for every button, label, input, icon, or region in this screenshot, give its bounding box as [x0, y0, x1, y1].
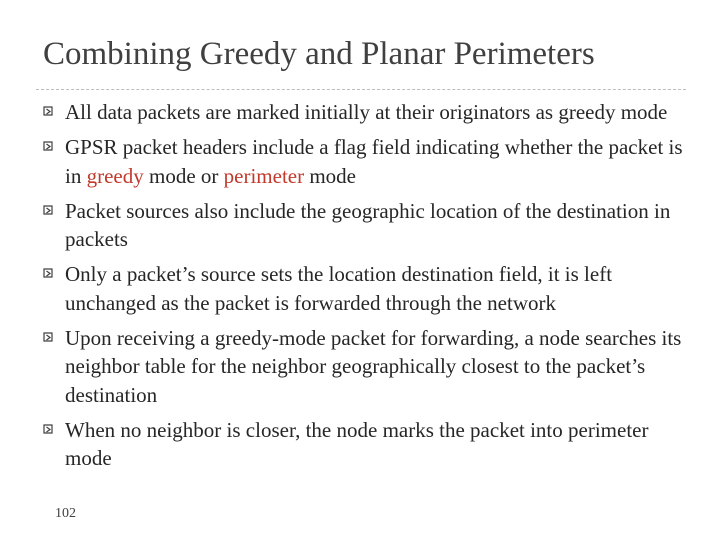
bullet-text: Packet sources also include the geographic location of the destination in packets — [65, 198, 671, 252]
bullet-list — [43, 98, 683, 480]
square-arrow-bullet-icon — [43, 106, 54, 117]
highlight-perimeter: perimeter — [223, 163, 305, 188]
bullet-text: Only a packet’s source sets the location destination field, it is left unchanged as the packet is forwarded through the network — [65, 262, 613, 315]
bullet-item-originator-greedy — [43, 98, 683, 126]
square-arrow-bullet-icon — [43, 268, 54, 279]
square-arrow-bullet-icon — [43, 205, 54, 216]
bullet-text: Upon receiving a greedy-mode packet for forwarding, a node searches its neighbor table for the neighbor geographically closest to the packet’s destination — [65, 326, 682, 407]
bullet-item-neighbor-table — [43, 324, 683, 409]
page-number: 102 — [55, 506, 76, 521]
bullet-text-part: mode or — [143, 163, 224, 188]
square-arrow-bullet-icon — [43, 424, 54, 435]
title-divider — [36, 89, 686, 90]
highlight-greedy: greedy — [86, 163, 144, 188]
bullet-text-part: GPSR packet headers include a flag field indicating whether the packet is in — [65, 135, 683, 188]
bullet-item-perimeter-mode — [43, 416, 683, 473]
slide-title: Combining Greedy and Planar Perimeters — [43, 36, 595, 72]
bullet-item-flag-field — [43, 133, 683, 190]
square-arrow-bullet-icon — [43, 332, 54, 343]
bullet-item-source-sets-destination — [43, 260, 683, 317]
bullet-item-geographic-location — [43, 197, 683, 254]
bullet-text: When no neighbor is closer, the node marks the packet into perimeter mode — [65, 417, 649, 471]
bullet-text: All data packets are marked initially at their originators as greedy mode — [65, 100, 668, 124]
bullet-text-part: mode — [304, 163, 356, 188]
square-arrow-bullet-icon — [43, 141, 54, 152]
